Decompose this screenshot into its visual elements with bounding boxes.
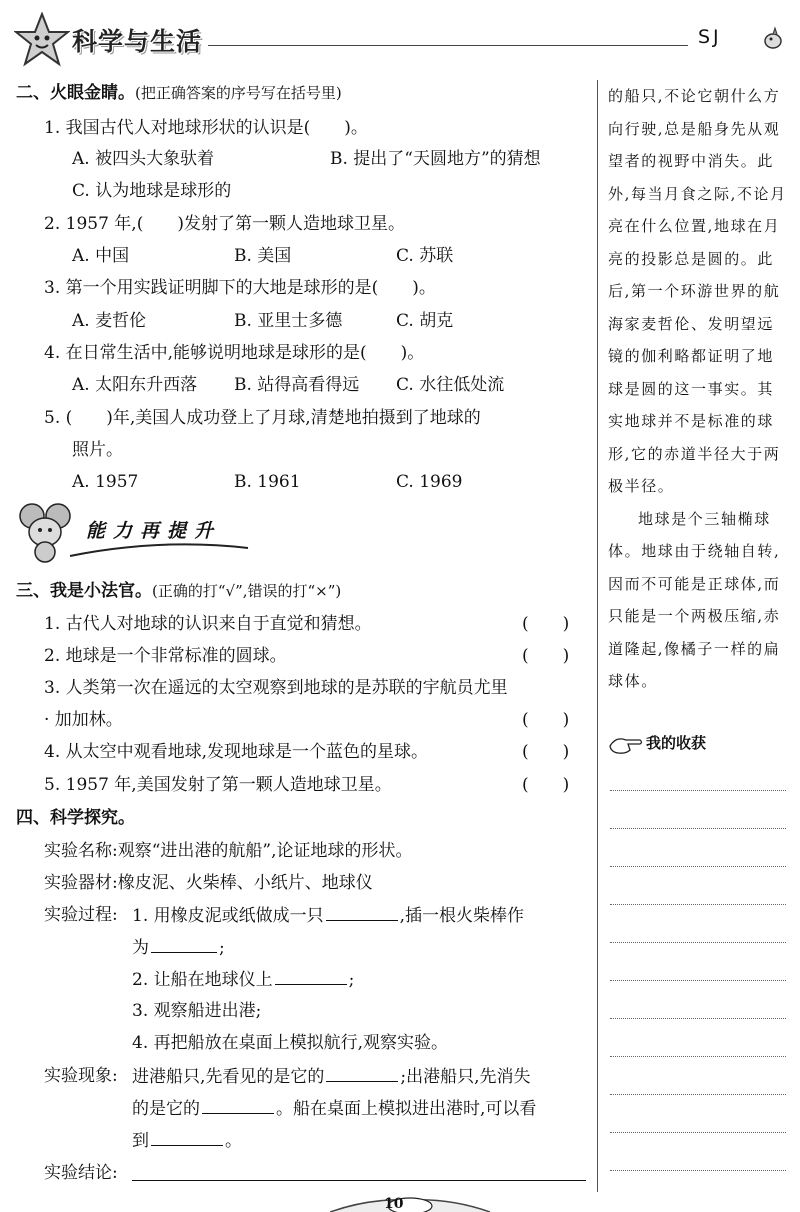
conclusion-blank[interactable] <box>132 1180 586 1181</box>
phenomenon-label: 实验现象: <box>44 1066 118 1086</box>
section4-heading: 四、科学探究。 <box>16 808 135 828</box>
q2-option-c: C. 苏联 <box>396 246 454 266</box>
step1-blank-1[interactable] <box>326 904 398 921</box>
page-header <box>0 0 800 78</box>
gain-line[interactable] <box>610 1056 786 1057</box>
gain-line[interactable] <box>610 942 786 943</box>
step1-cont <box>132 936 225 959</box>
section2-heading-row <box>16 82 342 104</box>
q3-option-a: A. 麦哲伦 <box>72 311 147 331</box>
phen-text-2b: 。船在桌面上模拟进出港时,可以看 <box>276 1099 537 1119</box>
experiment-tools: 实验器材:橡皮泥、火柴棒、小纸片、地球仪 <box>44 873 373 893</box>
footer-ornament <box>330 1192 490 1212</box>
q2-option-a: A. 中国 <box>72 246 130 266</box>
page-number: 10 <box>384 1196 404 1212</box>
gain-line[interactable] <box>610 1018 786 1019</box>
phen-line-1 <box>132 1065 531 1088</box>
judge-item-3-cont: · 加加林。 <box>44 710 123 730</box>
section3-heading: 三、我是小法官。 <box>16 581 152 601</box>
judge-item-4: 4. 从太空中观看地球,发现地球是一个蓝色的星球。 <box>44 742 429 762</box>
phen-blank-2[interactable] <box>202 1097 274 1114</box>
header-rule <box>208 45 688 46</box>
q1-text: 1. 我国古代人对地球形状的认识是( )。 <box>44 118 368 138</box>
step1-text-d: ; <box>219 938 225 958</box>
gain-line[interactable] <box>610 904 786 905</box>
judge-paren-2[interactable]: ( ) <box>522 646 570 666</box>
gain-line[interactable] <box>610 828 786 829</box>
q1-option-c: C. 认为地球是球形的 <box>72 181 232 201</box>
section3-note: (正确的打“√”,错误的打“×”) <box>152 582 342 600</box>
header-code: SJ <box>698 26 722 48</box>
q2-option-b: B. 美国 <box>234 246 292 266</box>
judge-paren-5[interactable]: ( ) <box>522 775 570 795</box>
step2-blank[interactable] <box>275 968 347 985</box>
banner-text: 能力再提升 <box>86 520 222 542</box>
q3-option-c: C. 胡克 <box>396 311 454 331</box>
q5-option-b: B. 1961 <box>234 472 301 492</box>
judge-item-2: 2. 地球是一个非常标准的圆球。 <box>44 646 287 666</box>
step3: 3. 观察船进出港; <box>132 1001 262 1021</box>
gain-line[interactable] <box>610 1094 786 1095</box>
gain-line[interactable] <box>610 866 786 867</box>
column-divider <box>597 80 598 1192</box>
judge-paren-3[interactable]: ( ) <box>522 710 570 730</box>
judge-item-5: 5. 1957 年,美国发射了第一颗人造地球卫星。 <box>44 775 392 795</box>
experiment-name: 实验名称:观察“进出港的航船”,论证地球的形状。 <box>44 841 413 861</box>
phen-line-3 <box>132 1129 242 1152</box>
header-title: 科学与生活 <box>72 27 203 56</box>
judge-item-1: 1. 古代人对地球的认识来自于直觉和猜想。 <box>44 614 372 634</box>
step1-line <box>132 904 524 927</box>
procedure-label: 实验过程: <box>44 905 118 925</box>
q5-option-c: C. 1969 <box>396 472 463 492</box>
section3-heading-row <box>16 580 341 602</box>
sidebar-para-2: 地球是个三轴椭球体。地球由于绕轴自转,因而不可能是正球体,而只能是一个两极压缩,赤道隆起,像橘子一样的扁球体。 <box>608 509 781 690</box>
judge-paren-4[interactable]: ( ) <box>522 742 570 762</box>
step1-text-a: 1. 用橡皮泥或纸做成一只 <box>132 906 324 926</box>
step1-text-b: ,插一根火柴棒作 <box>399 906 525 926</box>
phen-text-3b: 。 <box>225 1131 242 1151</box>
pointing-hand-icon <box>608 734 644 756</box>
gain-line[interactable] <box>610 980 786 981</box>
step2-text-a: 2. 让船在地球仪上 <box>132 970 273 990</box>
gain-line[interactable] <box>610 1132 786 1133</box>
sidebar <box>608 80 788 698</box>
q1-option-b: B. 提出了“天圆地方”的猜想 <box>330 149 541 169</box>
sidebar-para-1: 的船只,不论它朝什么方向行驶,总是船身先从观望者的视野中消失。此外,每当月食之际,不论月亮在什么位置,地球在月亮的投影总是圆的。此后,第一个环游世界的航海家麦哲伦、发明望远镜的伽利略都证明了地球是圆的这一事实。其实地球并不是标准的球形,它的赤道半径大于两极半径。 <box>608 87 787 495</box>
section2-note: (把正确答案的序号写在括号里) <box>135 84 342 102</box>
phen-blank-1[interactable] <box>326 1065 398 1082</box>
step2-line <box>132 968 354 991</box>
q5-text-cont: 照片。 <box>72 440 123 460</box>
step1-text-c: 为 <box>132 938 149 958</box>
step4: 4. 再把船放在桌面上模拟航行,观察实验。 <box>132 1033 449 1053</box>
step1-blank-2[interactable] <box>151 936 217 953</box>
q4-option-a: A. 太阳东升西落 <box>72 375 198 395</box>
q1-option-a: A. 被四头大象驮着 <box>72 149 215 169</box>
star-mascot-icon <box>14 12 70 68</box>
gain-line[interactable] <box>610 790 786 791</box>
phen-text-1a: 进港船只,先看见的是它的 <box>132 1067 325 1087</box>
q4-option-b: B. 站得高看得远 <box>234 375 360 395</box>
q3-text: 3. 第一个用实践证明脚下的大地是球形的是( )。 <box>44 278 436 298</box>
section2-heading: 二、火眼金睛。 <box>16 83 135 103</box>
step2-text-b: ; <box>348 970 355 990</box>
q3-option-b: B. 亚里士多德 <box>234 311 343 331</box>
q5-option-a: A. 1957 <box>72 472 139 492</box>
judge-paren-1[interactable]: ( ) <box>522 614 570 634</box>
bird-icon <box>760 26 786 52</box>
q4-option-c: C. 水往低处流 <box>396 375 505 395</box>
phen-line-2 <box>132 1097 536 1120</box>
gain-line[interactable] <box>610 1170 786 1171</box>
judge-item-3: 3. 人类第一次在遥远的太空观察到地球的是苏联的宇航员尤里 <box>44 678 508 698</box>
phen-text-2a: 的是它的 <box>132 1099 200 1119</box>
gain-title: 我的收获 <box>646 734 707 752</box>
q4-text: 4. 在日常生活中,能够说明地球是球形的是( )。 <box>44 343 425 363</box>
q5-text: 5. ( )年,美国人成功登上了月球,清楚地拍摄到了地球的 <box>44 408 481 428</box>
phen-text-1b: ;出港船只,先消失 <box>400 1067 531 1087</box>
conclusion-label: 实验结论: <box>44 1163 118 1183</box>
phen-text-3a: 到 <box>132 1131 149 1151</box>
q2-text: 2. 1957 年,( )发射了第一颗人造地球卫星。 <box>44 214 405 234</box>
phen-blank-3[interactable] <box>151 1129 223 1146</box>
